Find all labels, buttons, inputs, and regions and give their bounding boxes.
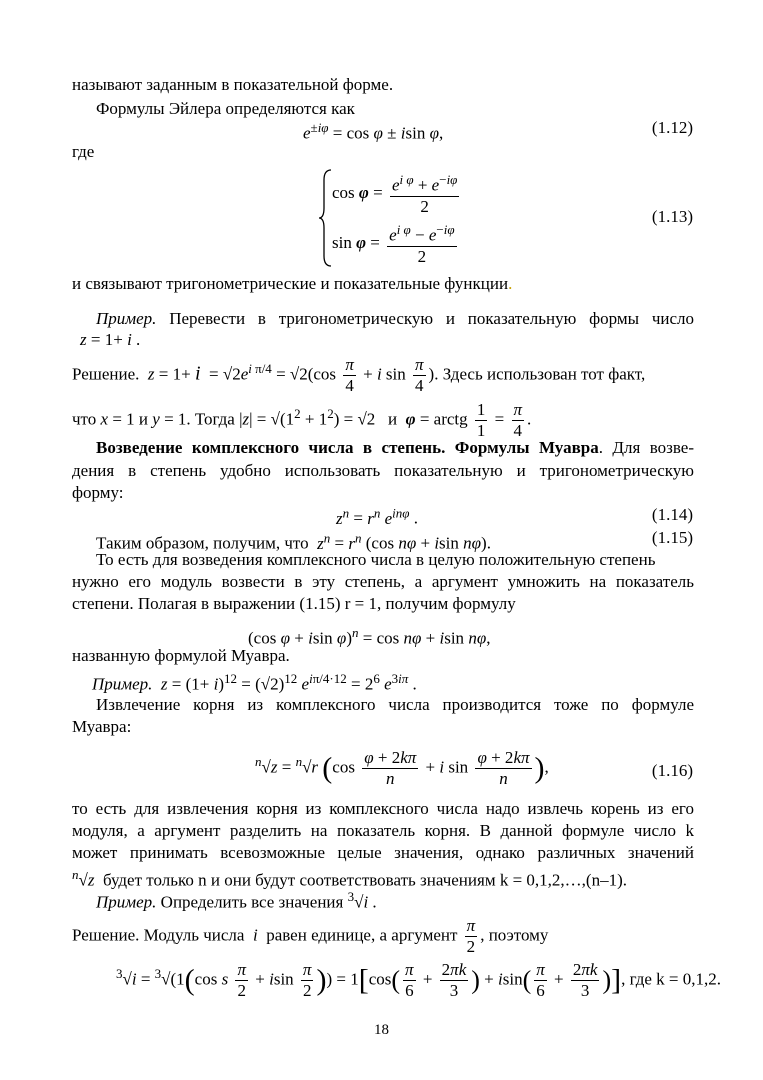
- example-line: Пример. Перевести в тригонометрическую и показательную формы число: [96, 309, 694, 328]
- equation-cube-root: $^3$√i = $^3$√(1(cos s $\frac{\pi}{2}$ + isin $\frac{\pi}{2}$ )) = 1[cos( $\frac{\pi}{6}$ + $\frac{2\pi k}{3}$ ) + isin( $\frac{\pi}{6}$ + $\frac{2\pi k}{3}$ )], где k = 0,1,2.: [116, 960, 722, 1000]
- example-line: Пример. Определить все значения $^3$√i .: [96, 889, 377, 912]
- equation-z: z = 1+ i .: [80, 330, 141, 349]
- equation-number: (1.12): [651, 118, 693, 137]
- solution-line: что x = 1 и y = 1. Тогда $|z| = √(1^2 + 1^2) = √2$ и φ = arctg $\frac{1}{1}$ = $\frac{\pi}{4}$ .: [72, 400, 532, 440]
- text-line: степени. Полагая в выражении (1.15) r = 1, получим формулу: [72, 594, 516, 613]
- text-line: Муавра:: [72, 717, 132, 736]
- text-line: и связывают тригонометрические и показательные функции.: [72, 274, 513, 293]
- equation-root: $^n$√z = $^n$√r (cos $\frac{\varphi + 2k\pi}{n}$ + i sin $\frac{\varphi + 2k\pi}{n}$ ),: [255, 748, 549, 788]
- text-line: $^n$√z будет только n и они будут соответствовать значениям k = 0,1,2,…,(n–1).: [72, 867, 627, 890]
- text-line: Извлечение корня из комплексного числа производится тоже по формуле: [96, 695, 694, 714]
- text-line: может принимать всевозможные целые значения, однако различных значений: [72, 843, 694, 862]
- equation-power: $z^n = r^n$ $e^{in\varphi}$ .: [336, 505, 418, 528]
- cos-formula: cos φ = $\frac{e^{i \varphi} + e^{-i\varphi}}{2}$: [332, 172, 458, 216]
- equation-number: (1.16): [651, 761, 693, 780]
- text-line: где: [72, 142, 95, 161]
- equation-number: (1.13): [651, 207, 693, 226]
- equation-number: (1.14): [651, 505, 693, 524]
- solution-line: Решение. Модуль числа i равен единице, а аргумент $\frac{\pi}{2}$ , поэтому: [72, 916, 549, 956]
- text-line: то есть для извлечения корня из комплексного числа надо извлечь корень из его: [72, 799, 694, 818]
- text-line: Таким образом, получим, что $z^n = r^n$ (cos nφ + isin nφ).: [96, 530, 491, 553]
- text-line: Формулы Эйлера определяются как: [96, 99, 355, 118]
- text-line: нужно его модуль возвести в эту степень, а аргумент умножить на показатель: [72, 572, 694, 591]
- equation-system: [318, 168, 478, 268]
- text-line: модуля, а аргумент разделить на показатель корня. В данной формуле число k: [72, 821, 694, 840]
- section-heading-line: Возведение комплексного числа в степень. Формулы Муавра. Для возве-: [96, 438, 694, 457]
- sin-formula: sin φ = $\frac{e^{i \varphi} - e^{-i\varphi}}{2}$: [332, 222, 455, 266]
- example-line: Пример. $z = (1+ i)^{12} = (√2)^{12}$ $e^{i\pi/4\cdot 12} = 2^6$ $e^{3i\pi}$ .: [92, 671, 417, 694]
- equation-euler: $e^{\pm i\varphi} = \cos \varphi \pm isin$ φ,: [303, 120, 444, 143]
- text-line: называют заданным в показательной форме.: [72, 75, 394, 94]
- text-line: То есть для возведения комплексного числа в целую положительную степень: [96, 550, 656, 569]
- text-line: форму:: [72, 483, 124, 502]
- equation-moivre: (cos φ + isin φ)$^n$ = cos nφ + isin nφ,: [248, 625, 491, 648]
- page-number: 18: [374, 1022, 389, 1038]
- text-line: названную формулой Муавра.: [72, 646, 290, 665]
- text-line: дения в степень удобно использовать показательную и тригонометрическую: [72, 461, 694, 480]
- equation-number: (1.15): [651, 528, 693, 547]
- solution-line: Решение. $z = 1+ i = √2e^{i \pi/4} = √2(\cos$ $\frac{\pi}{4}$ + i sin $\frac{\pi}{4}$ ). Здесь использован тот факт,: [72, 355, 646, 395]
